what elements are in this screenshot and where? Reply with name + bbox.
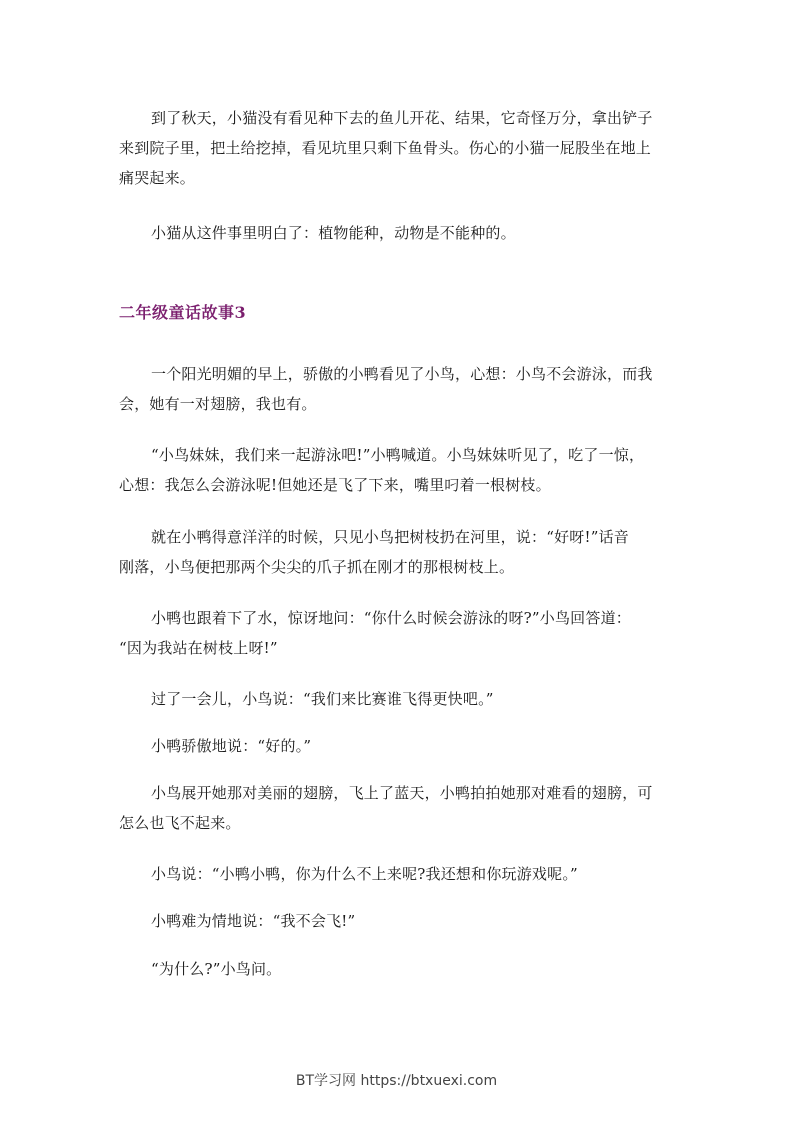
text-line: 会，她有一对翅膀，我也有。 [119, 395, 317, 413]
text-line: “小鸟妹妹，我们来一起游泳吧!”小鸭喊道。小鸟妹妹听见了，吃了一惊， [151, 446, 645, 464]
text-line: 到了秋天，小猫没有看见种下去的鱼儿开花、结果，它奇怪万分，拿出铲子 [151, 109, 653, 127]
text-line: 小鸭难为情地说：“我不会飞!” [151, 912, 356, 930]
paragraph [119, 954, 679, 984]
text-line: 一个阳光明媚的早上，骄傲的小鸭看见了小鸟，心想：小鸟不会游泳，而我 [151, 365, 653, 383]
paragraph [119, 859, 679, 889]
text-line: 小猫从这件事里明白了：植物能种，动物是不能种的。 [151, 224, 516, 242]
paragraph [119, 778, 679, 838]
text-line: 过了一会儿，小鸟说：“我们来比赛谁飞得更快吧。” [151, 690, 494, 708]
text-line: “为什么?”小鸟问。 [151, 960, 282, 978]
paragraph [119, 906, 679, 936]
paragraph [119, 603, 679, 663]
paragraph [119, 522, 679, 582]
paragraph-lesson [119, 218, 679, 248]
text-line: 怎么也飞不起来。 [119, 814, 241, 832]
text-line: 小鸭骄傲地说：“好的。” [151, 737, 312, 755]
text-line: 小鸟说：“小鸭小鸭，你为什么不上来呢?我还想和你玩游戏呢。” [151, 865, 578, 883]
paragraph [119, 359, 679, 419]
text-line: 来到院子里，把土给挖掉，看见坑里只剩下鱼骨头。伤心的小猫一屁股坐在地上 [119, 139, 652, 157]
section-heading: 二年级童话故事3 [119, 303, 247, 322]
paragraph [119, 440, 679, 500]
paragraph [119, 731, 679, 761]
text-line: 痛哭起来。 [119, 169, 196, 187]
text-line: 小鸭也跟着下了水，惊讶地问：“你什么时候会游泳的呀?”小鸟回答道： [151, 609, 631, 627]
text-line: 刚落，小鸟便把那两个尖尖的爪子抓在刚才的那根树枝上。 [119, 558, 515, 576]
text-line: 小鸟展开她那对美丽的翅膀，飞上了蓝天，小鸭拍拍她那对难看的翅膀，可 [151, 784, 653, 802]
paragraph [119, 684, 679, 714]
paragraph-autumn [119, 103, 679, 193]
footer-watermark: BT学习网 https://btxuexi.com [295, 1073, 498, 1089]
text-line: 心想：我怎么会游泳呢!但她还是飞了下来，嘴里叼着一根树枝。 [119, 476, 551, 494]
text-line: 就在小鸭得意洋洋的时候，只见小鸟把树枝扔在河里，说：“好呀!”话音 [151, 528, 629, 546]
text-line: “因为我站在树枝上呀!” [119, 639, 278, 657]
